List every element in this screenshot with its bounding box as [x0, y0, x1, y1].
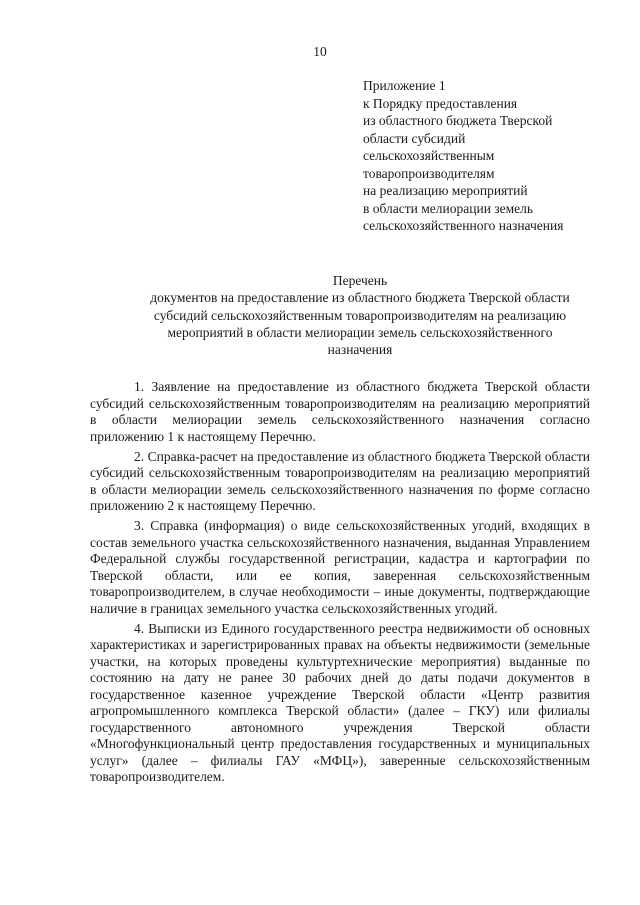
paragraph-item-1: 1. Заявление на предоставление из областного бюджета Тверской области субсидий сельскохозяйственным товаропроизводителям на реализацию мероприятий в области мелиорации земель сельскохозяйственного назначения согласно приложению 1 к настоящему Перечню. [90, 379, 590, 444]
title-subtitle-line: мероприятий в области мелиорации земель сельскохозяйственного [167, 324, 553, 340]
appendix-line: на реализацию мероприятий [363, 183, 528, 198]
page-number: 10 [313, 44, 327, 59]
paragraph-item-3: 3. Справка (информация) о виде сельскохозяйственных угодий, входящих в состав земельного участка сельскохозяйственного назначения, выданная Управлением Федеральной службы государственной регистрации, кадастра и картографии по Тверской области, или ее копия, заверенная сельскохозяйственным товаропроизводителем, в случае необходимости – иные документы, подтверждающие наличие в границах земельного участка сельскохозяйственных угодий. [90, 518, 590, 616]
appendix-block [363, 77, 623, 235]
appendix-line: к Порядку предоставления [363, 95, 518, 111]
paragraph-item-4: 4. Выписки из Единого государственного реестра недвижимости об основных характеристиках и зарегистрированных правах на объекты недвижимости (земельные участки, на которых проведены культуртехнические мероприятия) выданные по состоянию на дату не ранее 30 рабочих дней до даты подачи документов в государственное казенное учреждение Тверской области «Центр развития агропромышленного комплекса Тверской области» (далее – ГКУ) или филиалы государственного автономного учреждения Тверской области «Многофункциональный центр предоставления государственных и муниципальных услуг» (далее – филиалы ГАУ «МФЦ»), заверенные сельскохозяйственным товаропроизводителем. [90, 620, 590, 784]
appendix-line: в области мелиорации земель [363, 200, 534, 216]
appendix-line: области субсидий [363, 130, 466, 146]
title-subtitle-line: назначения [327, 342, 393, 358]
appendix-line: сельскохозяйственного назначения [363, 218, 564, 233]
appendix-line: Приложение 1 [363, 78, 446, 93]
appendix-line: сельскохозяйственным [363, 148, 495, 163]
document-title [80, 272, 640, 358]
paragraph-item-2: 2. Справка-расчет на предоставление из областного бюджета Тверской области субсидий сельскохозяйственным товаропроизводителям на реализацию мероприятий в области мелиорации земель сельскохозяйственного назначения по форме согласно приложению 2 к настоящему Перечню. [90, 448, 590, 513]
appendix-line: товаропроизводителям [363, 165, 495, 181]
appendix-line: из областного бюджета Тверской [363, 113, 553, 128]
title-heading: Перечень [332, 273, 388, 288]
document-body [90, 379, 590, 789]
title-subtitle-line: субсидий сельскохозяйственным товаропроизводителям на реализацию [153, 307, 567, 323]
title-subtitle-line: документов на предоставление из областного бюджета Тверской области [150, 290, 570, 306]
